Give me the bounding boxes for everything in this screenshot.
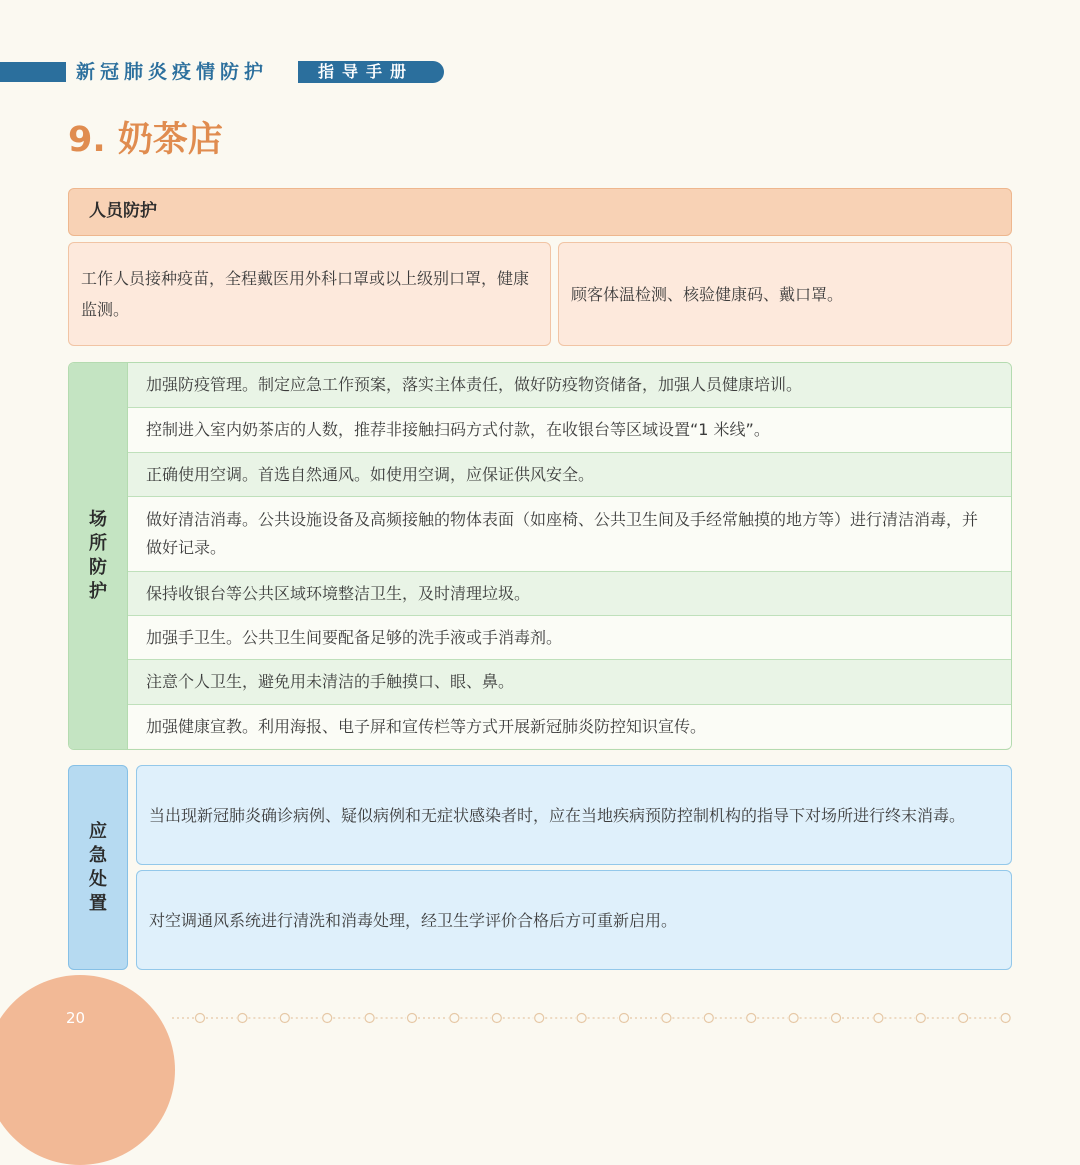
divider-dot bbox=[280, 1014, 289, 1023]
emergency-label-char: 处 bbox=[89, 868, 107, 890]
divider-dot bbox=[789, 1014, 798, 1023]
venue-item: 保持收银台等公共区域环境整洁卫生，及时清理垃圾。 bbox=[128, 572, 1011, 616]
dotted-divider bbox=[172, 1011, 1012, 1025]
divider-dot bbox=[959, 1014, 968, 1023]
divider-dot bbox=[662, 1014, 671, 1023]
divider-dot bbox=[704, 1014, 713, 1023]
venue-item: 加强健康宣教。利用海报、电子屏和宣传栏等方式开展新冠肺炎防控知识宣传。 bbox=[128, 705, 1011, 748]
divider-dot bbox=[916, 1014, 925, 1023]
divider-dot bbox=[874, 1014, 883, 1023]
venue-label-char: 护 bbox=[89, 581, 107, 602]
divider-dot bbox=[365, 1014, 374, 1023]
emergency-item-box bbox=[136, 765, 1012, 865]
venue-item: 加强防疫管理。制定应急工作预案，落实主体责任，做好防疫物资储备，加强人员健康培训。 bbox=[128, 363, 1011, 408]
divider-dot bbox=[1001, 1014, 1010, 1023]
divider-dot bbox=[492, 1014, 501, 1023]
divider-dot bbox=[238, 1014, 247, 1023]
divider-dot bbox=[196, 1014, 205, 1023]
divider-dot bbox=[832, 1014, 841, 1023]
header-tag: 指导手册 bbox=[298, 61, 444, 83]
personnel-staff-box bbox=[68, 242, 551, 346]
header-accent-bar bbox=[0, 62, 66, 82]
venue-item-list bbox=[128, 363, 1011, 749]
venue-item: 控制进入室内奶茶店的人数，推荐非接触扫码方式付款，在收银台等区域设置“1 米线”。 bbox=[128, 408, 1011, 453]
header-title: 新冠肺炎疫情防护 bbox=[76, 61, 269, 83]
venue-item: 正确使用空调。首选自然通风。如使用空调，应保证供风安全。 bbox=[128, 453, 1011, 497]
divider-dot bbox=[535, 1014, 544, 1023]
venue-item: 做好清洁消毒。公共设施设备及高频接触的物体表面（如座椅、公共卫生间及手经常触摸的地方等）进行清洁消毒，并做好记录。 bbox=[128, 497, 1011, 572]
emergency-side-label bbox=[68, 765, 128, 970]
emergency-item-text: 对空调通风系统进行清洗和消毒处理，经卫生学评价合格后方可重新启用。 bbox=[149, 910, 678, 930]
page-number: 20 bbox=[66, 1009, 86, 1027]
venue-item: 加强手卫生。公共卫生间要配备足够的洗手液或手消毒剂。 bbox=[128, 616, 1011, 660]
page-title: 9. 奶茶店 bbox=[68, 120, 223, 160]
divider-dot bbox=[620, 1014, 629, 1023]
divider-dot bbox=[577, 1014, 586, 1023]
emergency-item-text: 当出现新冠肺炎确诊病例、疑似病例和无症状感染者时，应在当地疾病预防控制机构的指导下对场所进行终末消毒。 bbox=[149, 805, 966, 825]
page-number-circle bbox=[0, 975, 175, 1165]
emergency-item-box bbox=[136, 870, 1012, 970]
venue-item: 注意个人卫生，避免用未清洁的手触摸口、眼、鼻。 bbox=[128, 660, 1011, 705]
venue-protection-section bbox=[68, 362, 1012, 750]
personnel-customer-text: 顾客体温检测、核验健康码、戴口罩。 bbox=[571, 284, 844, 304]
venue-side-label bbox=[69, 363, 128, 749]
divider-dot bbox=[747, 1014, 756, 1023]
personnel-staff-text: 工作人员接种疫苗，全程戴医用外科口罩或以上级别口罩，健康监测。 bbox=[81, 269, 530, 319]
emergency-label-char: 置 bbox=[89, 892, 107, 914]
emergency-label-char: 应 bbox=[89, 820, 107, 842]
divider-dot bbox=[323, 1014, 332, 1023]
personnel-section-header: 人员防护 bbox=[68, 188, 1012, 236]
venue-label-char: 防 bbox=[89, 557, 107, 578]
divider-dot bbox=[408, 1014, 417, 1023]
venue-label-char: 所 bbox=[89, 533, 107, 554]
personnel-customer-box bbox=[558, 242, 1012, 346]
divider-dot bbox=[450, 1014, 459, 1023]
venue-label-char: 场 bbox=[89, 509, 107, 530]
emergency-label-char: 急 bbox=[89, 844, 107, 866]
